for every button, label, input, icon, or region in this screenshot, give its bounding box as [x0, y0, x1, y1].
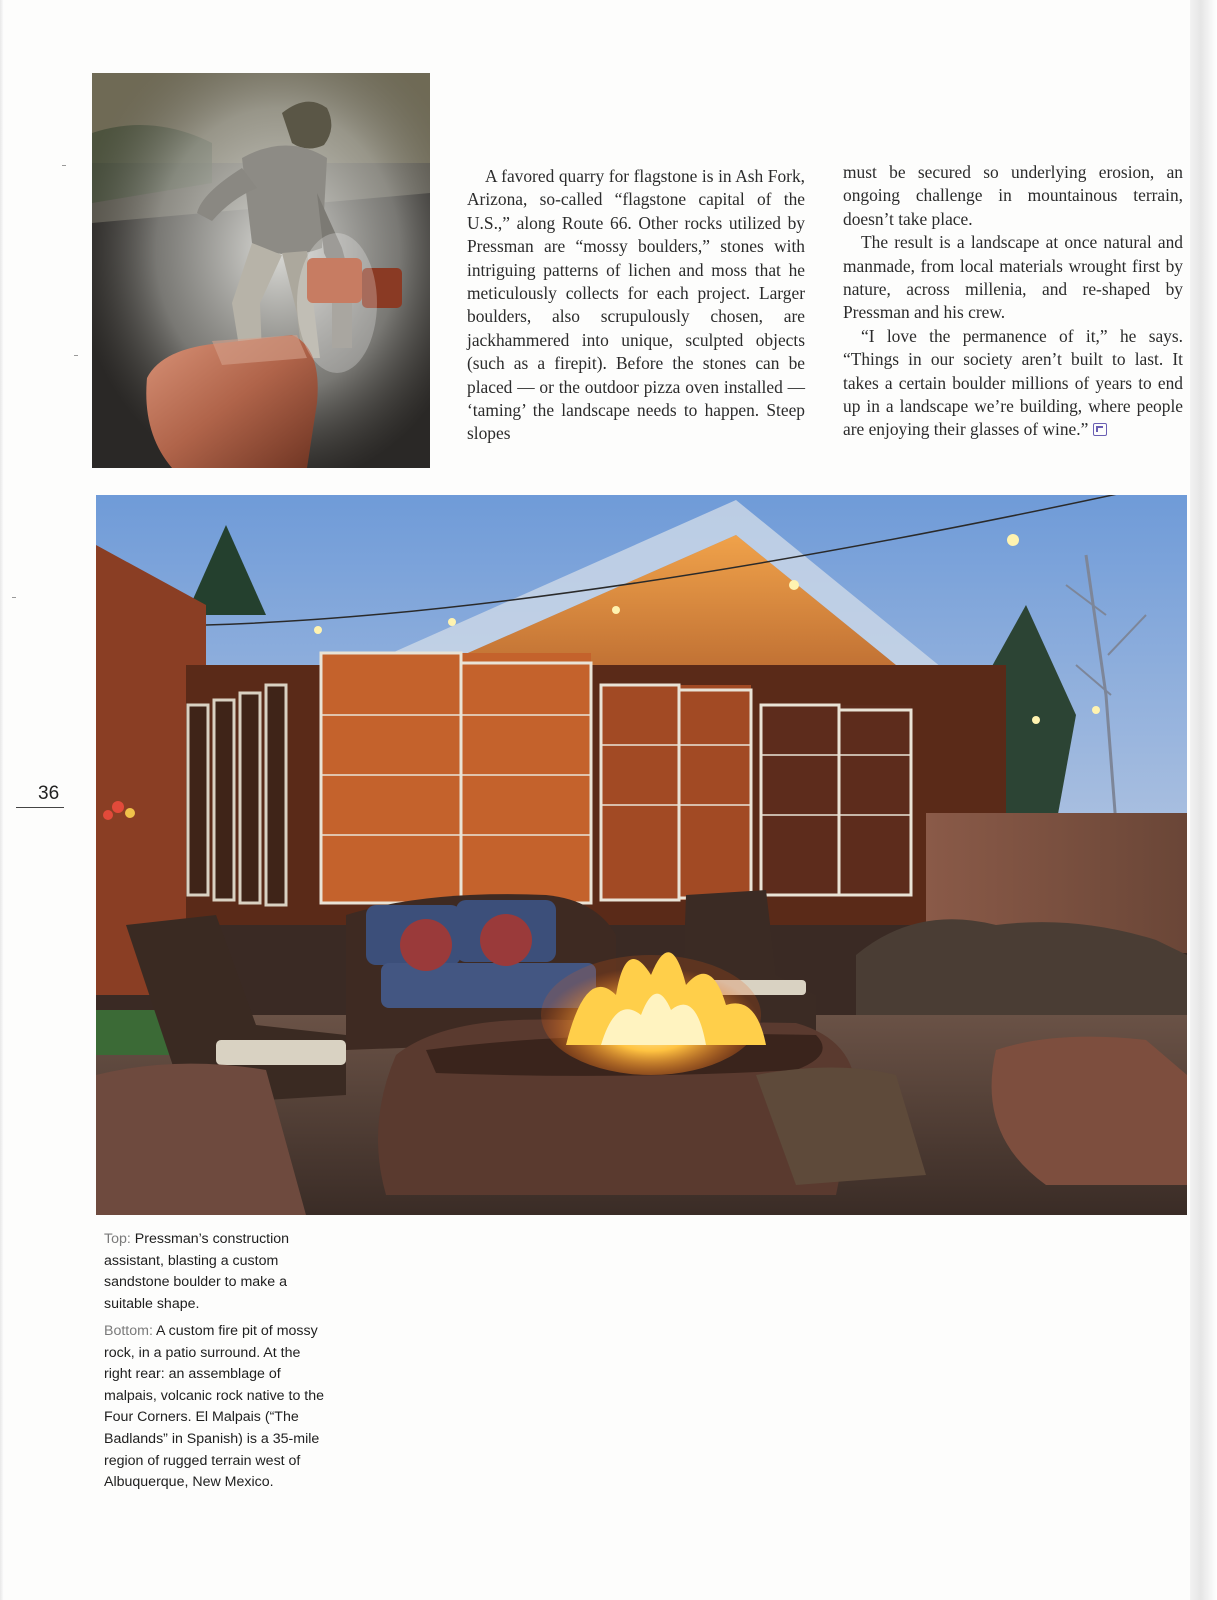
- caption-lead: Bottom:: [104, 1323, 153, 1339]
- caption-bottom-photo: [104, 1321, 324, 1494]
- article-column-2: [843, 161, 1183, 442]
- page-number-rule: [16, 807, 64, 808]
- scan-speck: [74, 355, 78, 356]
- caption-lead: Top:: [104, 1231, 131, 1247]
- photo-worker-cutting-boulder: [92, 73, 430, 468]
- photo-firepit-illustration: [96, 495, 1187, 1215]
- article-paragraph: A favored quarry for flagstone is in Ash Fork, Arizona, so-called “flagstone capital of the U.S.,” along Route 66. Other rocks utilized by Pressman are “mossy boulders,” stones with intriguing patterns of lichen and moss that he meticulously collects for each project. Larger boulders, also scrupulously chosen, are jackhammered into unique, sculpted objects (such as a firepit). Before the stones can be placed — or the outdoor pizza oven installed — ‘taming’ the landscape needs to happen. Steep slopes: [467, 166, 805, 444]
- photo-firepit-patio: [96, 495, 1187, 1215]
- scan-speck: [12, 597, 16, 598]
- photo-worker-illustration: [92, 73, 430, 468]
- page-gutter-shadow: [1190, 0, 1217, 1600]
- article-paragraph-text: “I love the permanence of it,” he says. “Things in our society aren’t built to last. It takes a certain boulder millions of years to end up in a landscape we’re building, where people are enjoying their glasses of wine.”: [843, 325, 1183, 440]
- article-paragraph: must be secured so underlying erosion, an ongoing challenge in mountainous terrain, doesn’t take place.: [843, 162, 1183, 229]
- caption-top-photo: [104, 1229, 319, 1315]
- article-paragraph: The result is a landscape at once natural and manmade, from local materials wrought first by nature, across millenia, and re-shaped by Pressman and his crew.: [843, 232, 1183, 323]
- page-left-edge: [0, 0, 4, 1600]
- scan-speck: [62, 165, 66, 166]
- page-number: 36: [38, 783, 60, 804]
- article-paragraph: [843, 325, 1183, 442]
- article-column-1: [467, 165, 805, 446]
- caption-text: Pressman’s construction assistant, blasting a custom sandstone boulder to make a suitable shape.: [104, 1231, 290, 1312]
- caption-text: A custom fire pit of mossy rock, in a patio surround. At the right rear: an assemblage of malpais, volcanic rock native to the Four Corners. El Malpais (“The Badlands” in Spanish) is a 35-mile region of rugged terrain west of Albuquerque, New Mexico.: [104, 1323, 325, 1491]
- magazine-end-mark-icon: [1093, 423, 1107, 436]
